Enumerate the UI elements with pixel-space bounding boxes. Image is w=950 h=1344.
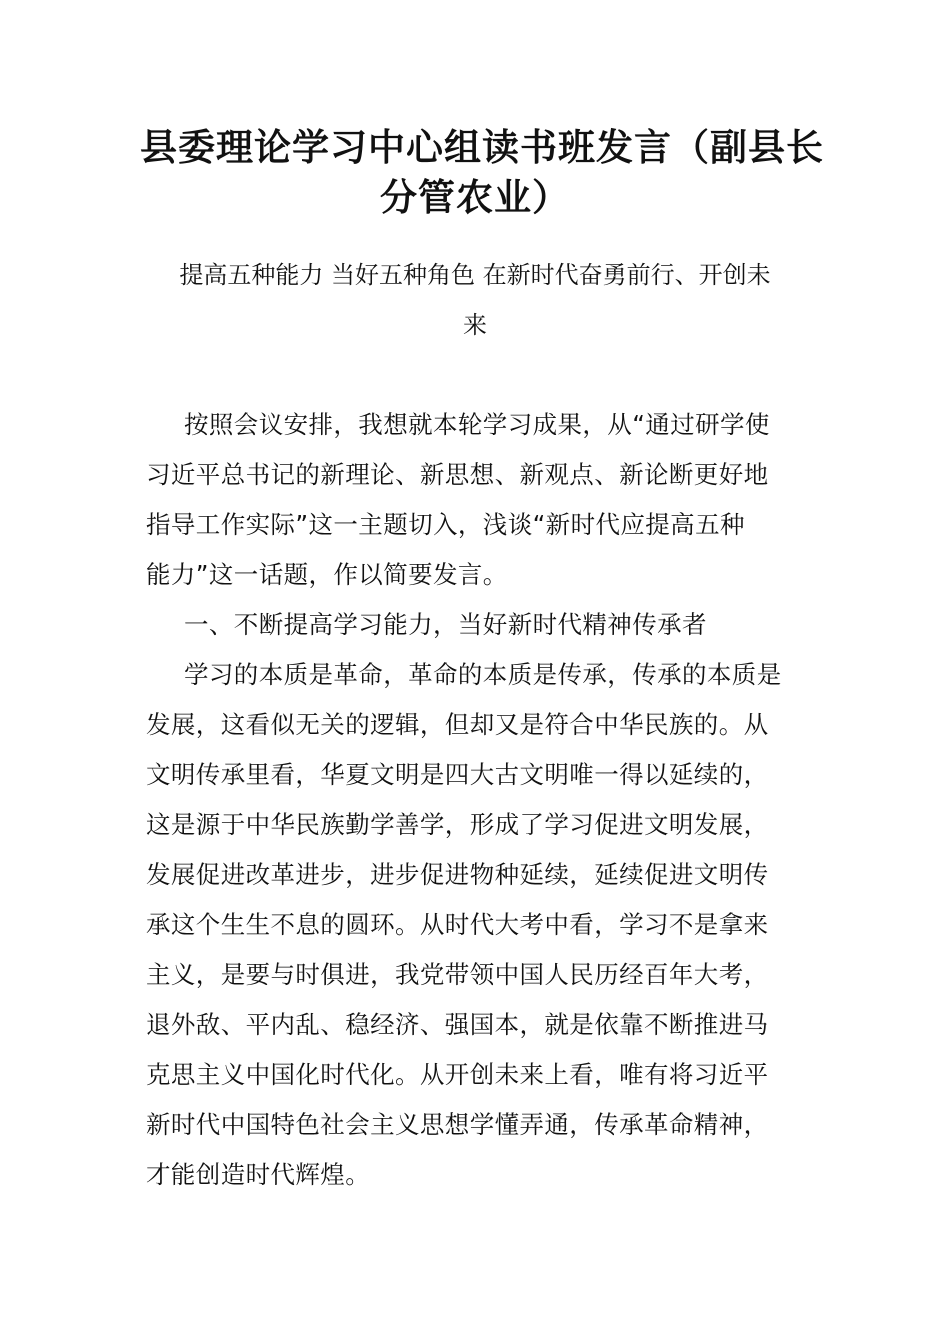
body-line: 指导工作实际”这一主题切入，浅谈“新时代应提高五种 xyxy=(146,510,745,539)
document-subtitle-line-1: 提高五种能力 当好五种角色 在新时代奋勇前行、开创未 xyxy=(179,261,771,289)
body-line: 文明传承里看，华夏文明是四大古文明唯一得以延续的， xyxy=(146,760,769,789)
body-line: 能力”这一话题，作以简要发言。 xyxy=(146,560,508,589)
body-line: 这是源于中华民族勤学善学，形成了学习促进文明发展， xyxy=(146,810,769,839)
body-line: 发展促进改革进步，进步促进物种延续，延续促进文明传 xyxy=(146,860,769,889)
body-line: 学习的本质是革命，革命的本质是传承，传承的本质是 xyxy=(184,660,782,689)
body-line: 习近平总书记的新理论、新思想、新观点、新论断更好地 xyxy=(146,460,769,489)
body-line: 发展，这看似无关的逻辑，但却又是符合中华民族的。从 xyxy=(146,710,769,739)
section-heading: 一、不断提高学习能力，当好新时代精神传承者 xyxy=(184,610,707,639)
document-title-line-1: 县委理论学习中心组读书班发言（副县长 xyxy=(140,125,824,169)
body-line: 才能创造时代辉煌。 xyxy=(146,1160,371,1189)
body-line: 新时代中国特色社会主义思想学懂弄通，传承革命精神， xyxy=(146,1110,769,1139)
document-subtitle-line-2: 来 xyxy=(463,311,487,339)
body-line: 按照会议安排，我想就本轮学习成果，从“通过研学使 xyxy=(184,410,770,439)
body-line: 主义，是要与时俱进，我党带领中国人民历经百年大考， xyxy=(146,960,769,989)
body-line: 克思主义中国化时代化。从开创未来上看，唯有将习近平 xyxy=(146,1060,769,1089)
document-title-line-2: 分管农业） xyxy=(380,175,570,219)
body-line: 退外敌、平内乱、稳经济、强国本，就是依靠不断推进马 xyxy=(146,1010,769,1039)
body-line: 承这个生生不息的圆环。从时代大考中看，学习不是拿来 xyxy=(146,910,769,939)
